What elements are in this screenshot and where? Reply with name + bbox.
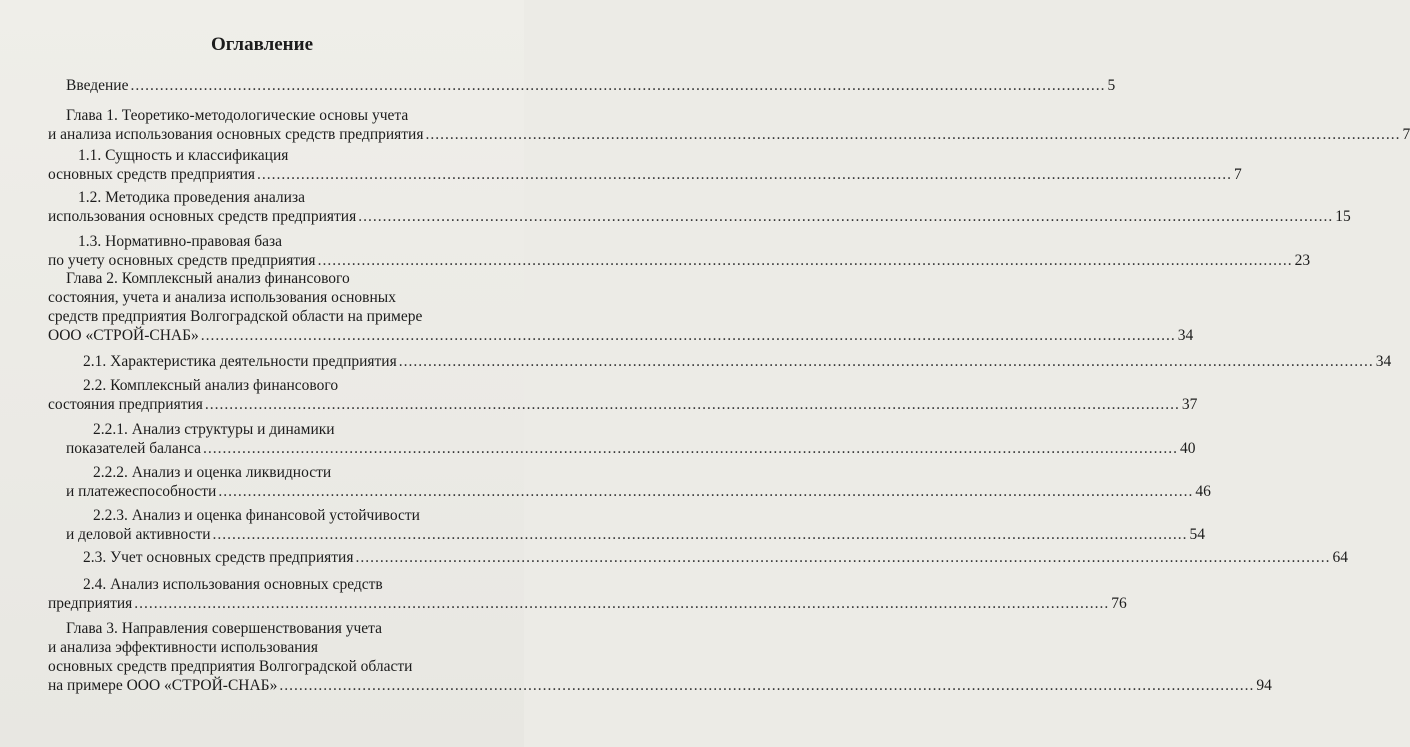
toc-entry-text: 1.3. Нормативно-правовая база	[78, 233, 283, 250]
toc-page-number: 7	[1234, 166, 1242, 183]
toc-page-number: 94	[1256, 677, 1272, 694]
dot-leader: ........................................................................................................................................................................................................	[355, 549, 1331, 566]
toc-entry-text: показателей баланса	[66, 440, 202, 457]
dot-leader: ........................................................................................................................................................................................................	[257, 166, 1233, 183]
toc-entry-text: 2.3. Учет основных средств предприятия	[83, 549, 354, 566]
toc-entry-text: 1.1. Сущность и классификация	[78, 147, 289, 164]
toc-entry-text: состояния предприятия	[48, 396, 203, 413]
toc-entry-text: по учету основных средств предприятия	[48, 252, 316, 269]
toc-entry-text: Глава 1. Теоретико-методологические основы учета	[66, 107, 409, 124]
toc-entry-text: основных средств предприятия Волгоградской области	[48, 658, 413, 675]
dot-leader: ........................................................................................................................................................................................................	[203, 440, 1179, 457]
toc-page-number: 34	[1177, 327, 1194, 344]
toc-entry-text: состояния, учета и анализа использования основных	[48, 289, 396, 306]
toc-entry-text: 1.2. Методика проведения анализа	[78, 189, 305, 206]
dot-leader: ........................................................................................................................................................................................................	[317, 252, 1293, 269]
dot-leader: ........................................................................................................................................................................................................	[200, 327, 1176, 344]
toc-entry-text: 2.2.2. Анализ и оценка ликвидности	[93, 464, 332, 481]
toc-entry-text: на примере ООО «СТРОЙ-СНАБ»	[48, 677, 278, 694]
toc-entry-text: предприятия	[48, 595, 133, 612]
toc-page-number: 37	[1181, 396, 1198, 413]
dot-leader: ........................................................................................................................................................................................................	[218, 483, 1194, 500]
dot-leader: ........................................................................................................................................................................................................	[212, 526, 1188, 543]
toc-entry-text: 2.2.1. Анализ структуры и динамики	[93, 421, 335, 438]
dot-leader: ........................................................................................................................................................................................................	[279, 677, 1255, 694]
toc-entry-text: и анализа использования основных средств предприятия	[48, 126, 424, 143]
toc-page-number: 54	[1189, 526, 1206, 543]
toc-page-number: 46	[1195, 483, 1211, 500]
toc-entry-text: 2.2. Комплексный анализ финансового	[83, 377, 339, 394]
toc-page-number: 23	[1294, 252, 1311, 269]
dot-leader: ........................................................................................................................................................................................................	[130, 77, 1106, 94]
toc-entry-text: и платежеспособности	[66, 483, 217, 500]
toc-entry-text: Глава 3. Направления совершенствования учета	[66, 620, 382, 637]
dot-leader: ........................................................................................................................................................................................................	[204, 396, 1180, 413]
toc-entry-text: Глава 2. Комплексный анализ финансового	[66, 270, 350, 287]
toc-title: Оглавление	[210, 34, 314, 55]
dot-leader: ........................................................................................................................................................................................................	[398, 353, 1374, 370]
toc-page-number: 76	[1111, 595, 1127, 612]
toc-page-number: 7	[1402, 126, 1410, 143]
toc-entry-text: основных средств предприятия	[48, 166, 256, 183]
dot-leader: ........................................................................................................................................................................................................	[134, 595, 1110, 612]
toc-entry-text: и анализа эффективности использования	[48, 639, 318, 656]
toc-entry-text: 2.1. Характеристика деятельности предприятия	[83, 353, 397, 370]
dot-leader: ........................................................................................................................................................................................................	[425, 126, 1401, 143]
toc-entry-text: использования основных средств предприятия	[48, 208, 357, 225]
toc-page-number: 40	[1180, 440, 1196, 457]
toc-entry-text: 2.4. Анализ использования основных средств	[83, 576, 383, 593]
toc-entry-text: средств предприятия Волгоградской области на примере	[48, 308, 423, 325]
toc-page-number: 64	[1332, 549, 1348, 566]
toc-page-number: 5	[1107, 77, 1116, 94]
dot-leader: ........................................................................................................................................................................................................	[358, 208, 1334, 225]
toc-entry-text: и деловой активности	[66, 526, 211, 543]
toc-entry-text: Введение	[66, 77, 129, 94]
toc-page-number: 15	[1335, 208, 1351, 225]
toc-page-number: 34	[1375, 353, 1392, 370]
toc-entry-text: ООО «СТРОЙ-СНАБ»	[48, 327, 199, 344]
toc-entry-text: 2.2.3. Анализ и оценка финансовой устойчивости	[93, 507, 420, 524]
